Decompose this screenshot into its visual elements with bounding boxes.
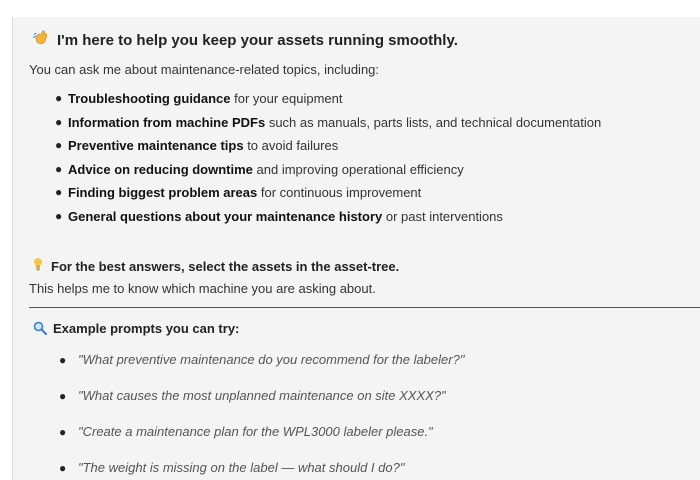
example-prompt-text: "What causes the most unplanned maintenance on site XXXX?" bbox=[78, 388, 446, 403]
bullet: ● bbox=[59, 425, 67, 439]
examples-title-text: Example prompts you can try: bbox=[53, 321, 240, 336]
example-prompt[interactable] bbox=[29, 347, 464, 383]
examples-heading bbox=[33, 321, 239, 338]
topic-bold: Preventive maintenance tips bbox=[68, 138, 244, 154]
light-bulb-icon bbox=[33, 257, 45, 274]
topic-bold: Finding biggest problem areas bbox=[68, 185, 258, 201]
bullet: ● bbox=[59, 461, 67, 475]
magnifying-glass-icon bbox=[33, 321, 47, 338]
bullet: ● bbox=[55, 161, 63, 176]
bullet: ● bbox=[59, 353, 67, 367]
topic-text: and improving operational efficiency bbox=[252, 161, 464, 177]
list-item bbox=[29, 181, 601, 205]
section-divider bbox=[29, 307, 700, 308]
bullet: ● bbox=[55, 185, 63, 200]
bullet: ● bbox=[55, 208, 63, 223]
example-prompts-list bbox=[29, 347, 464, 480]
example-prompt-text: "What preventive maintenance do you recommend for the labeler?" bbox=[78, 352, 465, 367]
list-item bbox=[29, 158, 601, 182]
topic-text: for continuous improvement bbox=[257, 185, 422, 201]
topic-text: for your equipment bbox=[230, 91, 343, 106]
topic-text: to avoid failures bbox=[243, 138, 339, 154]
topic-bold: General questions about your maintenance history bbox=[68, 208, 383, 224]
tip-subtitle: This helps me to know which machine you are asking about. bbox=[29, 281, 376, 296]
bullet: ● bbox=[55, 138, 63, 153]
topic-bold: Troubleshooting guidance bbox=[68, 91, 231, 106]
tip-heading bbox=[33, 257, 399, 274]
list-item bbox=[29, 205, 601, 229]
topic-text: or past interventions bbox=[382, 208, 503, 224]
list-item bbox=[29, 111, 601, 135]
chat-message-panel bbox=[12, 17, 700, 480]
example-prompt-text: "Create a maintenance plan for the WPL3000 labeler please." bbox=[78, 424, 433, 439]
intro-subtitle: You can ask me about maintenance-related topics, including: bbox=[29, 62, 380, 77]
waving-hand-icon bbox=[33, 29, 51, 49]
list-item bbox=[29, 134, 601, 158]
list-item bbox=[29, 87, 601, 111]
bullet: ● bbox=[55, 114, 63, 129]
example-prompt[interactable] bbox=[29, 419, 464, 455]
topic-bold: Information from machine PDFs bbox=[68, 114, 266, 130]
topics-list bbox=[29, 87, 601, 229]
intro-title-text: I'm here to help you keep your assets running smoothly. bbox=[57, 32, 458, 49]
topic-text: such as manuals, parts lists, and technical documentation bbox=[265, 114, 602, 130]
intro-heading bbox=[33, 29, 458, 49]
bullet: ● bbox=[59, 389, 67, 403]
example-prompt[interactable] bbox=[29, 455, 464, 480]
topic-bold: Advice on reducing downtime bbox=[68, 161, 253, 177]
tip-title-text: For the best answers, select the assets in the asset-tree. bbox=[51, 259, 400, 274]
example-prompt-text: "The weight is missing on the label — what should I do?" bbox=[78, 460, 405, 475]
example-prompt[interactable] bbox=[29, 383, 464, 419]
bullet: ● bbox=[55, 91, 63, 105]
